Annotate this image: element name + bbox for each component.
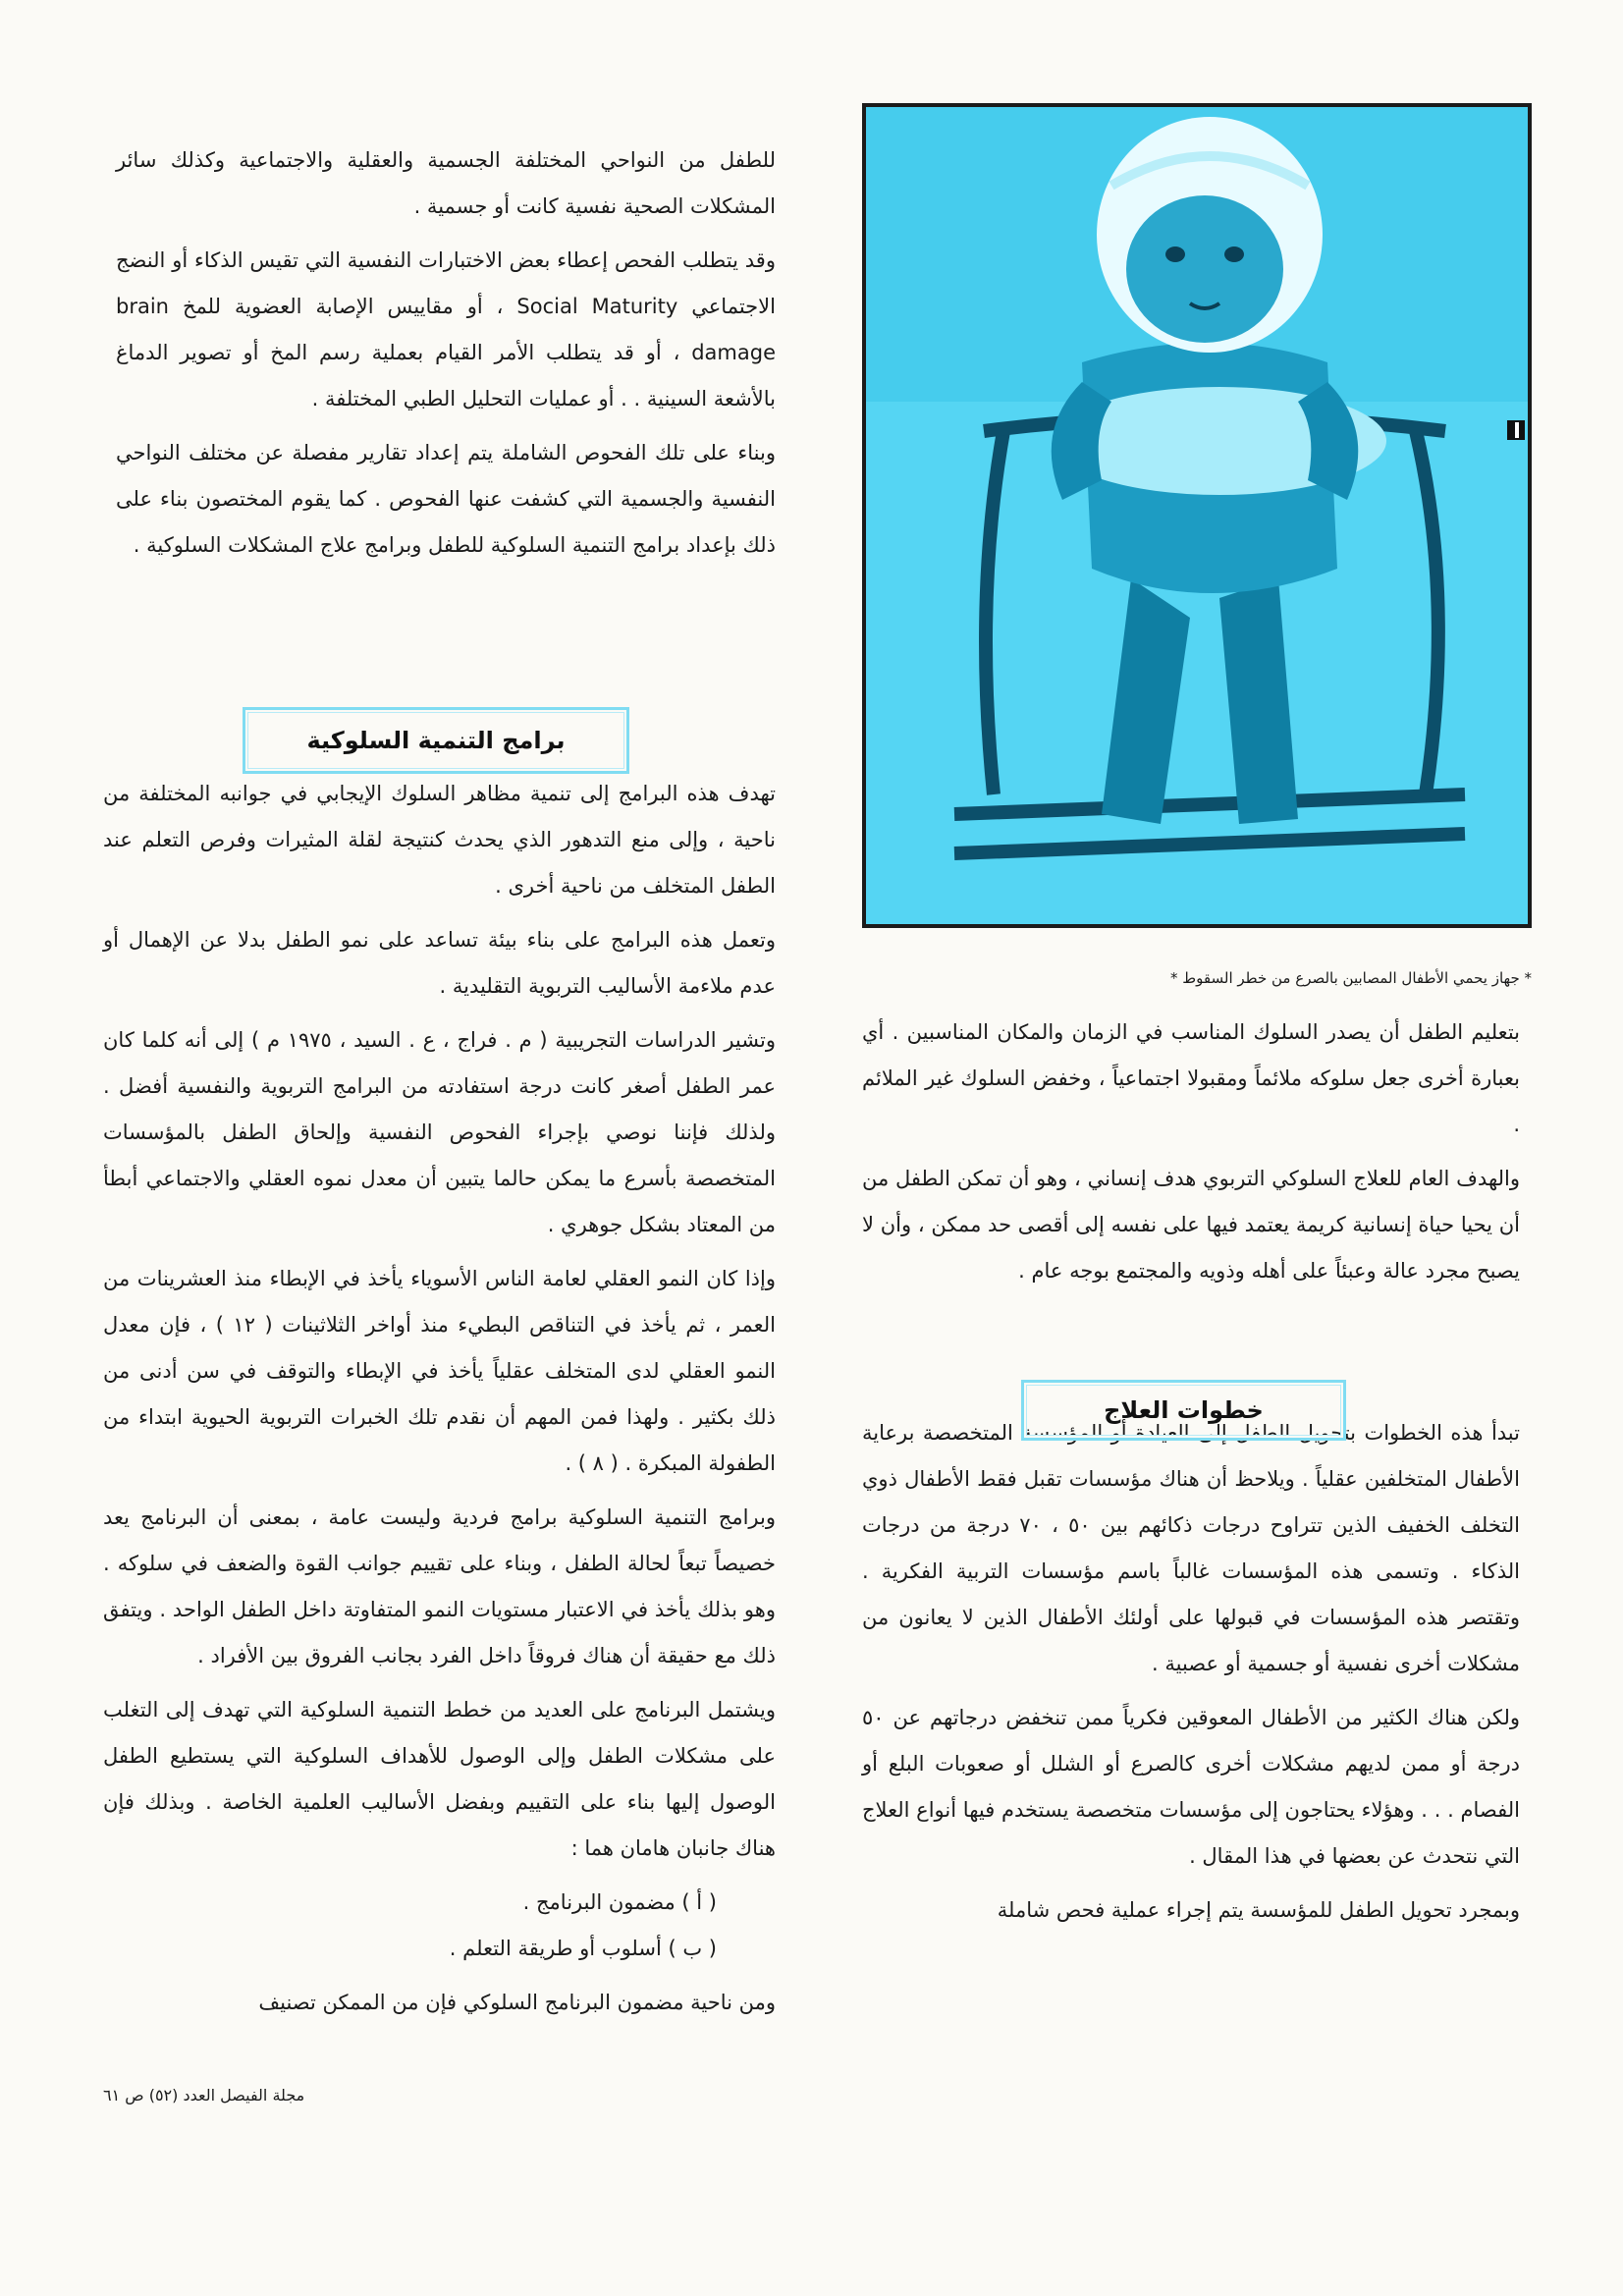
paragraph: ولكن هناك الكثير من الأطفال المعوقين فكرياً ممن تنخفض درجاتهم عن ٥٠ درجة أو ممن لديهم مشكلات أخرى كالصرع أو الشلل أو صعوبات البلع أو الفصام . . . وهؤلاء يحتاجون إلى مؤسسات متخصصة يستخدم فيها أنواع العلاج التي نتحدث عن بعضها في هذا المقال .: [862, 1706, 1520, 1868]
page-footer: مجلة الفيصل العدد (٥٢) ص ٦١: [103, 2086, 305, 2105]
paragraph: ويشتمل البرنامج على العديد من خطط التنمية السلوكية التي تهدف إلى التغلب على مشكلات الطفل وإلى الوصول للأهداف السلوكية التي يستطيع الطفل الوصول إليها بناء على التقييم وبفضل الأساليب العلمية الخاصة . وبذلك فإن هناك جانبان هامان هما :: [103, 1698, 776, 1860]
list-item: ( أ ) مضمون البرنامج .: [522, 1890, 717, 1914]
paragraph: وبرامج التنمية السلوكية برامج فردية وليست عامة ، بمعنى أن البرنامج يعد خصيصاً تبعاً لحالة الطفل ، وبناء على تقييم جوانب القوة والضعف في سلوكه . وهو بذلك يأخذ في الاعتبار مستويات النمو المتفاوتة داخل الطفل الواحد . ويتفق ذلك مع حقيقة أن هناك فروقاً داخل الفرد بجانب الفروق بين الأفراد .: [103, 1505, 776, 1667]
paragraph: تبدأ هذه الخطوات بتحويل الطفل إلى العيادة أو المؤسسة المتخصصة برعاية الأطفال المتخلفين عقلياً . ويلاحظ أن هناك مؤسسات تقبل فقط الأطفال ذوي التخلف الخفيف الذين تتراوح درجات ذكائهم بين ٥٠ ، ٧٠ درجة من درجات الذكاء . وتسمى هذه المؤسسات غالباً باسم مؤسسات التربية الفكرية . وتقتصر هذه المؤسسات في قبولها على أولئك الأطفال الذين لا يعانون من مشكلات أخرى نفسية أو جسمية أو عصبية .: [862, 1421, 1520, 1675]
right-column: [862, 1010, 1520, 1941]
left-column-top: [116, 137, 776, 576]
left-column-bottom: [103, 771, 776, 2034]
paragraph: للطفل من النواحي المختلفة الجسمية والعقلية والاجتماعية وكذلك سائر المشكلات الصحية نفسية كانت أو جسمية .: [116, 148, 776, 218]
paragraph: وتشير الدراسات التجريبية ( م . فراج ، ع . السيد ، ١٩٧٥ م ) إلى أنه كلما كان عمر الطفل أصغر كانت درجة استفادته من البرامج التربوية والنفسية أفضل . ولذلك فإننا نوصي بإجراء الفحوص النفسية وإلحاق الطفل بالمؤسسات المتخصصة بأسرع ما يمكن حالما يتبين أن معدل نموه العقلي والاجتماعي أبطأ من المعتاد بشكل جوهري .: [103, 1028, 776, 1236]
paragraph: والهدف العام للعلاج السلوكي التربوي هدف إنساني ، وهو أن تمكن الطفل من أن يحيا حياة إنسانية كريمة يعتمد فيها على نفسه إلى أقصى حد ممكن ، وأن لا يصبح مجرد عالة وعبئاً على أهله وذويه والمجتمع بوجه عام .: [862, 1167, 1520, 1283]
list-item: ( ب ) أسلوب أو طريقة التعلم .: [449, 1937, 717, 1960]
paragraph: وبمجرد تحويل الطفل للمؤسسة يتم إجراء عملية فحص شاملة: [997, 1898, 1520, 1922]
section-heading-treatment-steps: خطوات العلاج: [1021, 1380, 1346, 1441]
photo: [862, 103, 1532, 928]
section-heading-behavioral-programs: برامج التنمية السلوكية: [243, 707, 629, 774]
paragraph: وتعمل هذه البرامج على بناء بيئة تساعد على نمو الطفل بدلا عن الإهمال أو عدم ملاءمة الأساليب التربوية التقليدية .: [103, 928, 776, 998]
child-in-walker-photo-icon: [866, 107, 1528, 924]
paragraph: وإذا كان النمو العقلي لعامة الناس الأسوياء يأخذ في الإبطاء منذ العشرينات من العمر ، ثم يأخذ في التناقص البطيء منذ أواخر الثلاثينات ( ١٢ ) ، فإن معدل النمو العقلي لدى المتخلف عقلياً يأخذ في الإبطاء والتوقف في سن أدنى من ذلك بكثير . ولهذا فمن المهم أن نقدم تلك الخبرات التربوية الحيوية ابتداء من الطفولة المبكرة . ( ٨ ) .: [103, 1267, 776, 1475]
paragraph: ومن ناحية مضمون البرنامج السلوكي فإن من الممكن تصنيف: [258, 1991, 776, 2014]
paragraph: وبناء على تلك الفحوص الشاملة يتم إعداد تقارير مفصلة عن مختلف النواحي النفسية والجسمية التي كشفت عنها الفحوص . كما يقوم المختصون بناء على ذلك بإعداد برامج التنمية السلوكية للطفل وبرامج علاج المشكلات السلوكية .: [116, 441, 776, 557]
paragraph: بتعليم الطفل أن يصدر السلوك المناسب في الزمان والمكان المناسبين . أي بعبارة أخرى جعل سلوكه ملائماً ومقبولا اجتماعياً ، وخفض السلوك غير الملائم .: [862, 1020, 1520, 1136]
margin-mark-inner: [1515, 422, 1519, 438]
paragraph: تهدف هذه البرامج إلى تنمية مظاهر السلوك الإيجابي في جوانبه المختلفة من ناحية ، وإلى منع التدهور الذي يحدث كنتيجة لقلة المثيرات وفرص التعلم عند الطفل المتخلف من ناحية أخرى .: [103, 782, 776, 898]
paragraph: وقد يتطلب الفحص إعطاء بعض الاختبارات النفسية التي تقيس الذكاء أو النضج الاجتماعي Social Maturity ، أو مقاييس الإصابة العضوية للمخ brain damage ، أو قد يتطلب الأمر القيام بعملية رسم المخ أو تصوير الدماغ بالأشعة السينية . . أو عمليات التحليل الطبي المختلفة .: [116, 248, 776, 410]
photo-caption: * جهاز يحمي الأطفال المصابين بالصرع من خطر السقوط *: [1170, 969, 1532, 987]
